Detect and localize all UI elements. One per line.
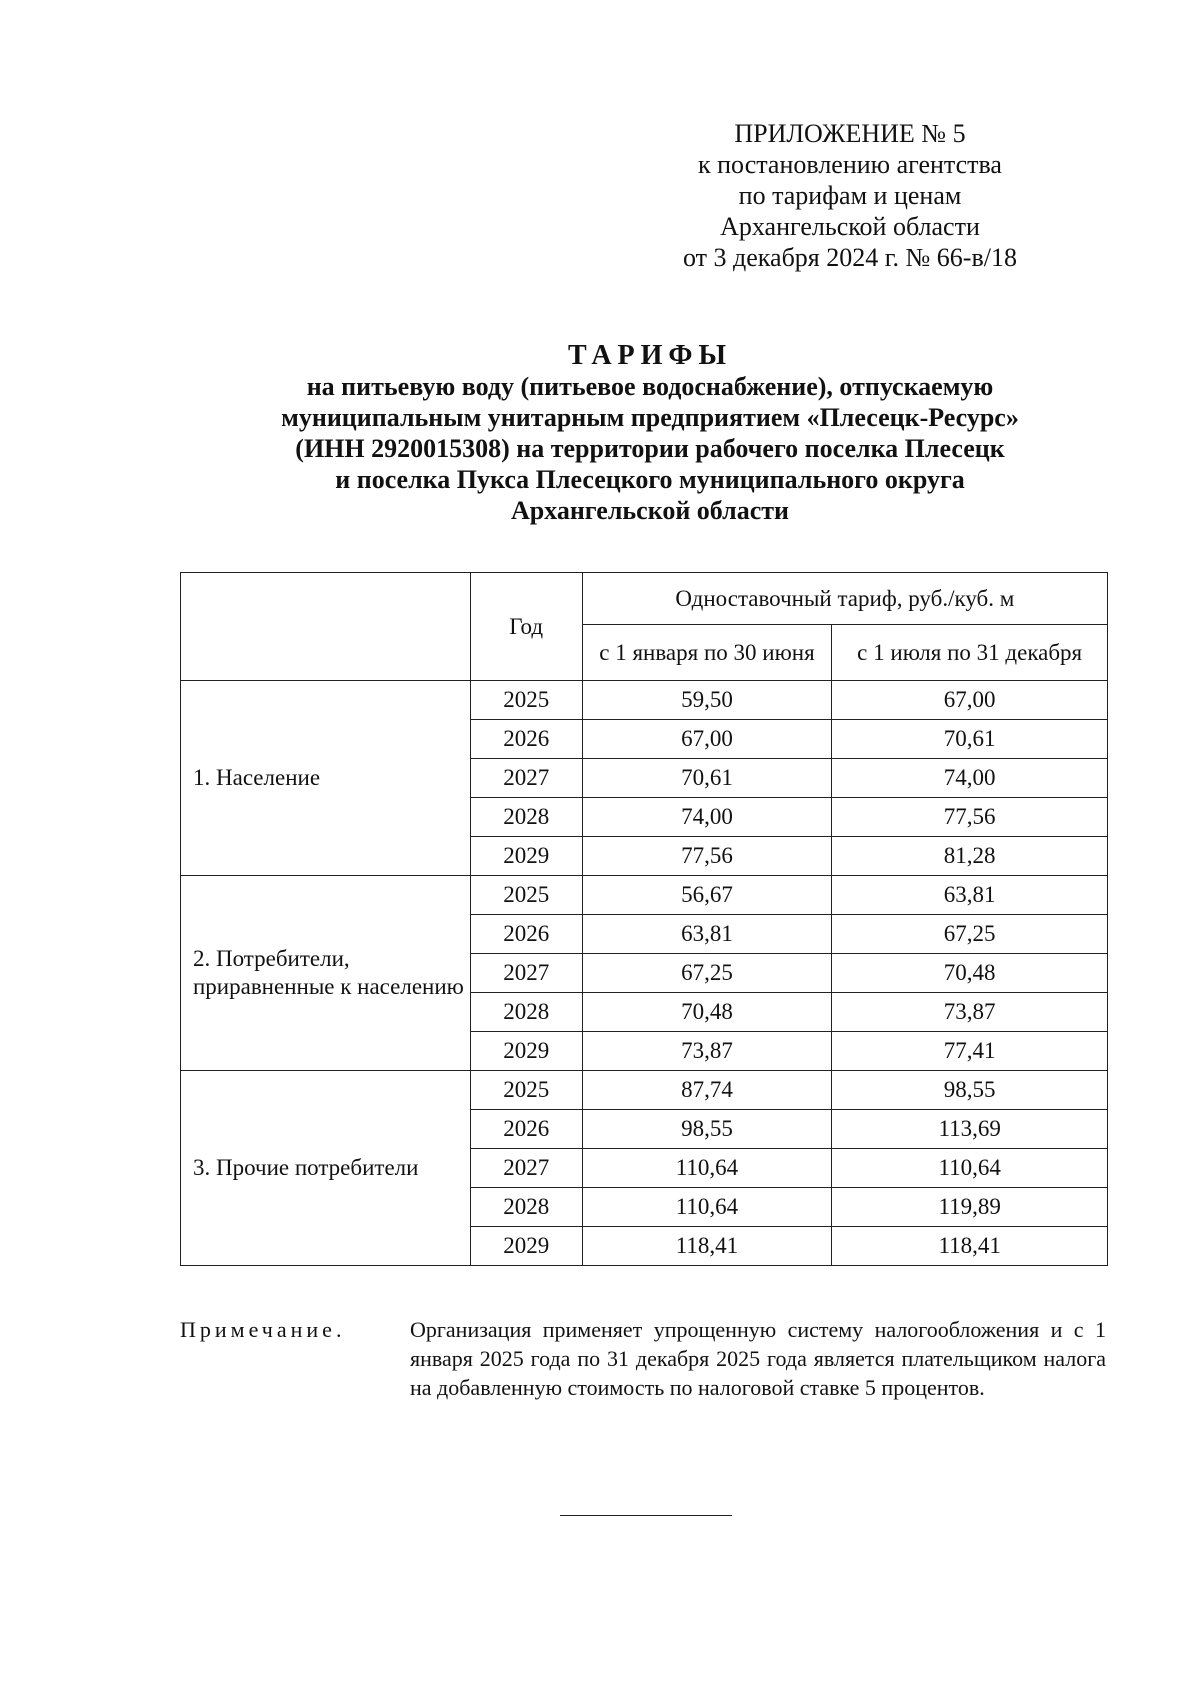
- tariff-cell: 77,41: [832, 1032, 1108, 1071]
- year-cell: 2027: [470, 759, 582, 798]
- tariff-cell: 98,55: [832, 1071, 1108, 1110]
- tariff-cell: 81,28: [832, 837, 1108, 876]
- title-line: (ИНН 2920015308) на территории рабочего поселка Плесецк: [295, 434, 1005, 463]
- tariff-cell: 70,61: [832, 720, 1108, 759]
- tariff-cell: 110,64: [832, 1149, 1108, 1188]
- document-title: [180, 340, 1120, 526]
- tariff-cell: 67,25: [582, 954, 832, 993]
- tariff-cell: 56,67: [582, 876, 832, 915]
- appendix-header: [640, 118, 1060, 273]
- year-header: Год: [470, 573, 582, 681]
- year-cell: 2025: [470, 876, 582, 915]
- tariff-cell: 118,41: [832, 1227, 1108, 1266]
- year-cell: 2029: [470, 837, 582, 876]
- title-line: муниципальным унитарным предприятием «Плесецк-Ресурс»: [281, 403, 1019, 432]
- appendix-line: ПРИЛОЖЕНИЕ № 5: [734, 119, 966, 148]
- year-cell: 2028: [470, 1188, 582, 1227]
- year-cell: 2028: [470, 798, 582, 837]
- year-cell: 2026: [470, 1110, 582, 1149]
- appendix-line: по тарифам и ценам: [738, 181, 962, 210]
- tariff-cell: 70,48: [832, 954, 1108, 993]
- tariff-cell: 67,25: [832, 915, 1108, 954]
- group-label: 3. Прочие потребители: [181, 1071, 471, 1266]
- tariff-cell: 70,48: [582, 993, 832, 1032]
- year-cell: 2028: [470, 993, 582, 1032]
- note-text: Организация применяет упрощенную систему налогообложения и с 1 января 2025 года по 31 декабря 2025 года является плательщиком налога на добавленную стоимость по налоговой ставке 5 процентов.: [410, 1317, 1106, 1400]
- appendix-line: к постановлению агентства: [698, 150, 1002, 179]
- tariff-cell: 74,00: [832, 759, 1108, 798]
- closing-rule: [560, 1515, 732, 1516]
- table-row: [181, 1071, 1108, 1110]
- tariff-cell: 74,00: [582, 798, 832, 837]
- tariff-cell: 77,56: [582, 837, 832, 876]
- year-cell: 2029: [470, 1032, 582, 1071]
- tariff-cell: 77,56: [832, 798, 1108, 837]
- consumer-header-cell: [181, 573, 471, 681]
- period1-header: с 1 января по 30 июня: [582, 625, 832, 681]
- tariff-table: [180, 572, 1108, 1266]
- tariff-cell: 87,74: [582, 1071, 832, 1110]
- group-label: 2. Потребители, приравненные к населению: [181, 876, 471, 1071]
- tariff-cell: 119,89: [832, 1188, 1108, 1227]
- title-main: ТАРИФЫ: [568, 340, 732, 371]
- tariff-cell: 98,55: [582, 1110, 832, 1149]
- tariff-header: Одноставочный тариф, руб./куб. м: [582, 573, 1107, 625]
- year-cell: 2025: [470, 1071, 582, 1110]
- tariff-cell: 59,50: [582, 681, 832, 720]
- appendix-line: от 3 декабря 2024 г. № 66-в/18: [683, 243, 1017, 272]
- group-label: 1. Население: [181, 681, 471, 876]
- tariff-cell: 67,00: [582, 720, 832, 759]
- note-label: Примечание.: [180, 1317, 346, 1342]
- tariff-cell: 73,87: [832, 993, 1108, 1032]
- tariff-cell: 70,61: [582, 759, 832, 798]
- tariff-cell: 110,64: [582, 1188, 832, 1227]
- year-cell: 2026: [470, 915, 582, 954]
- tariff-cell: 67,00: [832, 681, 1108, 720]
- year-cell: 2027: [470, 1149, 582, 1188]
- tariff-cell: 73,87: [582, 1032, 832, 1071]
- period2-header: с 1 июля по 31 декабря: [832, 625, 1108, 681]
- tariff-cell: 63,81: [832, 876, 1108, 915]
- appendix-line: Архангельской области: [720, 212, 980, 241]
- year-cell: 2026: [470, 720, 582, 759]
- table-row: [181, 876, 1108, 915]
- tariff-cell: 113,69: [832, 1110, 1108, 1149]
- year-cell: 2025: [470, 681, 582, 720]
- year-cell: 2027: [470, 954, 582, 993]
- tariff-cell: 118,41: [582, 1227, 832, 1266]
- year-cell: 2029: [470, 1227, 582, 1266]
- title-line: на питьевую воду (питьевое водоснабжение), отпускаемую: [306, 372, 994, 401]
- title-line: и поселка Пукса Плесецкого муниципального округа: [335, 465, 965, 494]
- tariff-cell: 63,81: [582, 915, 832, 954]
- tariff-cell: 110,64: [582, 1149, 832, 1188]
- table-row: [181, 681, 1108, 720]
- title-line: Архангельской области: [510, 496, 790, 525]
